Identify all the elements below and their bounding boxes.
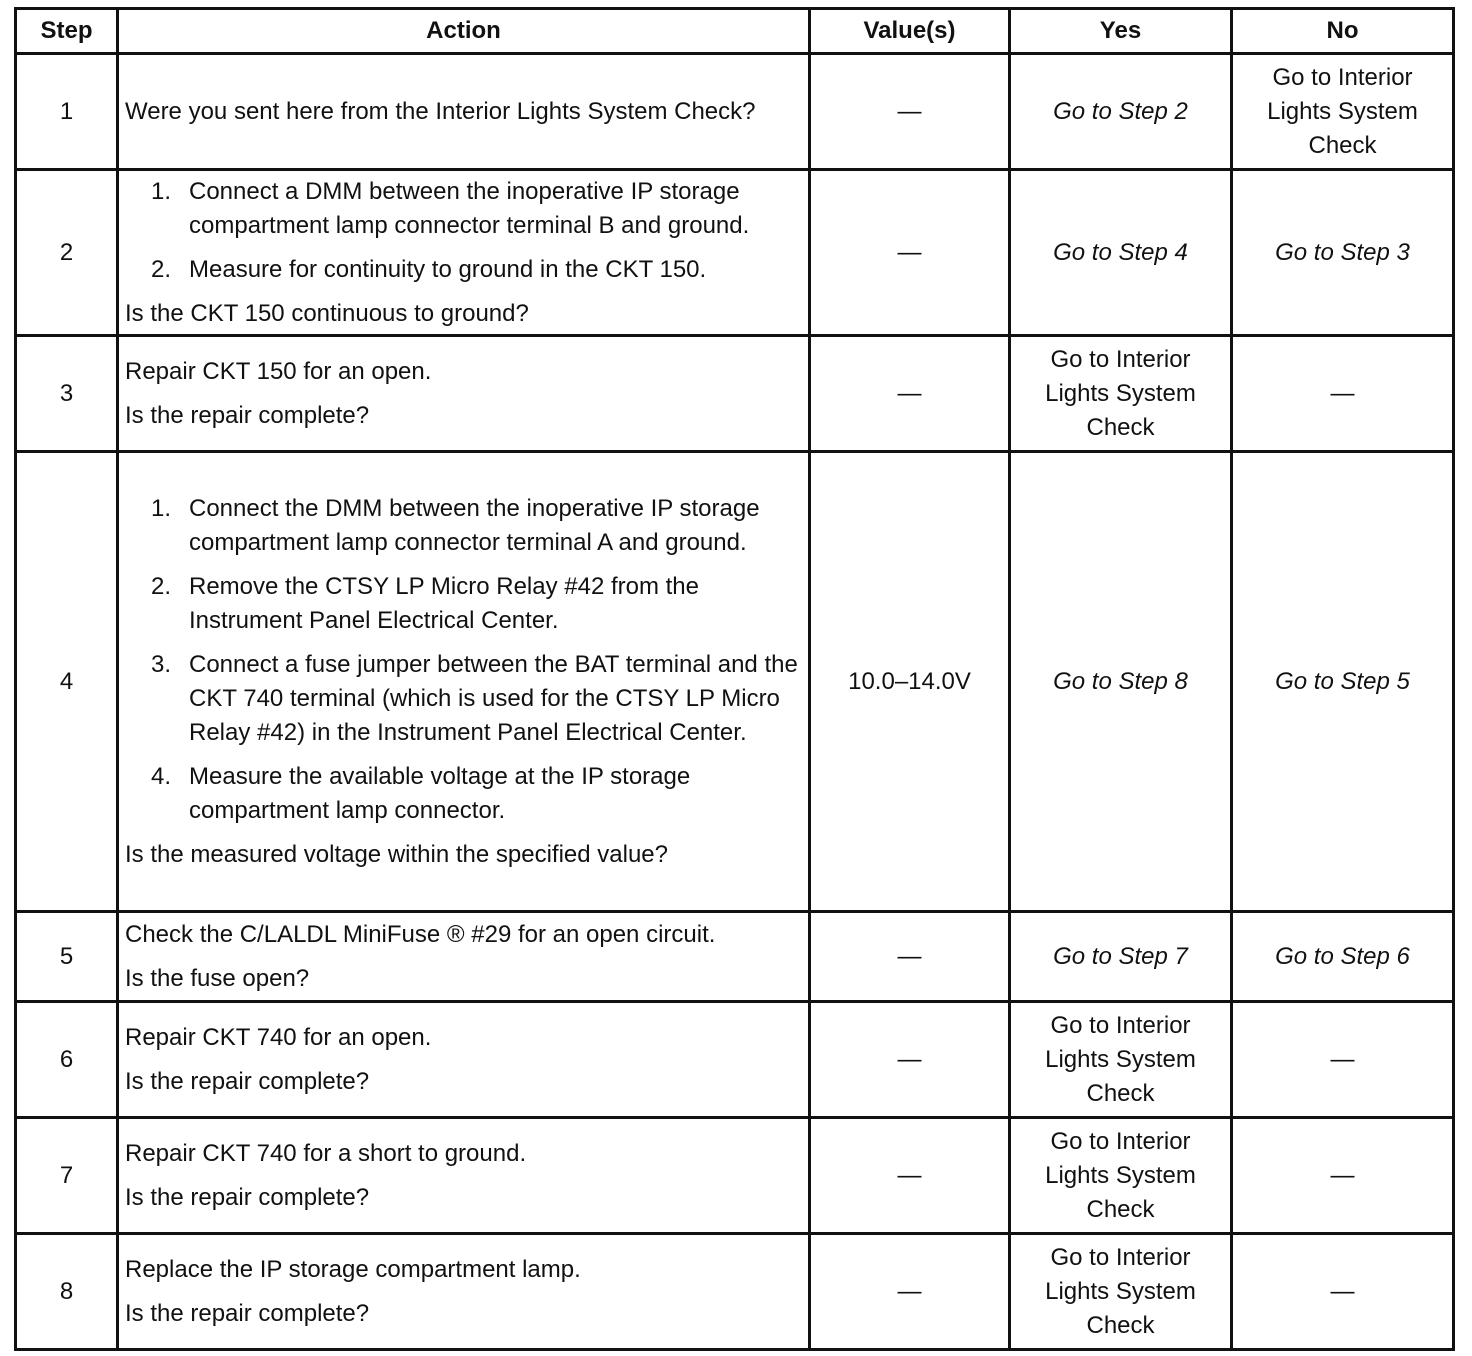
step-number: 8	[16, 1234, 118, 1350]
step-number: 3	[16, 336, 118, 452]
question-text: Is the repair complete?	[125, 1067, 370, 1095]
instruction-text: Connect a DMM between the inoperative IP storage compartment lamp connector terminal B and ground.	[189, 177, 750, 239]
action-text: Were you sent here from the Interior Lights System Check?	[125, 97, 756, 125]
instruction-item	[151, 648, 802, 750]
yes-result: Go to Step 2	[1010, 54, 1232, 170]
value-cell: —	[810, 336, 1010, 452]
action-text: Repair CKT 740 for an open.	[125, 1023, 432, 1051]
instruction-number: 2.	[151, 572, 172, 600]
action-text: Check the C/LALDL MiniFuse ® #29 for an open circuit.	[125, 920, 716, 948]
instruction-number: 2.	[151, 255, 172, 283]
table-row	[16, 170, 1454, 336]
action-cell	[118, 170, 810, 336]
header-values: Value(s)	[810, 9, 1010, 54]
step-number: 7	[16, 1118, 118, 1234]
no-result: Go to Interior Lights System Check	[1232, 54, 1454, 170]
value-cell: —	[810, 912, 1010, 1002]
table-row	[16, 1002, 1454, 1118]
yes-result: Go to Interior Lights System Check	[1010, 336, 1232, 452]
action-cell	[118, 1118, 810, 1234]
instruction-number: 3.	[151, 650, 172, 678]
no-result: —	[1232, 1118, 1454, 1234]
action-text: Replace the IP storage compartment lamp.	[125, 1255, 581, 1283]
step-number: 6	[16, 1002, 118, 1118]
value-cell: —	[810, 1002, 1010, 1118]
table-row	[16, 54, 1454, 170]
instruction-text: Measure for continuity to ground in the CKT 150.	[189, 255, 707, 283]
instruction-text: Connect a fuse jumper between the BAT terminal and the CKT 740 terminal (which is used for the CTSY LP Micro Relay #42) in the Instrument Panel Electrical Center.	[189, 650, 798, 746]
instruction-text: Measure the available voltage at the IP storage compartment lamp connector.	[189, 762, 691, 824]
yes-result: Go to Interior Lights System Check	[1010, 1118, 1232, 1234]
instruction-list	[125, 492, 802, 828]
question-text: Is the fuse open?	[125, 964, 310, 992]
action-cell	[118, 1002, 810, 1118]
action-text: Repair CKT 740 for a short to ground.	[125, 1139, 527, 1167]
instruction-item	[151, 570, 802, 638]
value-cell: 10.0–14.0V	[810, 452, 1010, 912]
no-result: —	[1232, 336, 1454, 452]
step-number: 5	[16, 912, 118, 1002]
header-row	[16, 9, 1454, 54]
instruction-item	[151, 760, 802, 828]
yes-result: Go to Step 4	[1010, 170, 1232, 336]
step-number: 2	[16, 170, 118, 336]
question-text: Is the repair complete?	[125, 1299, 370, 1327]
value-cell: —	[810, 1234, 1010, 1350]
header-action: Action	[118, 9, 810, 54]
instruction-number: 1.	[151, 494, 172, 522]
no-result: Go to Step 6	[1232, 912, 1454, 1002]
header-no: No	[1232, 9, 1454, 54]
table-row	[16, 1118, 1454, 1234]
table-row	[16, 336, 1454, 452]
instruction-list	[125, 175, 802, 287]
no-result: Go to Step 3	[1232, 170, 1454, 336]
question-text: Is the measured voltage within the specified value?	[125, 840, 668, 868]
action-cell	[118, 1234, 810, 1350]
yes-result: Go to Interior Lights System Check	[1010, 1002, 1232, 1118]
table-row	[16, 912, 1454, 1002]
header-yes: Yes	[1010, 9, 1232, 54]
table-row	[16, 452, 1454, 912]
value-cell: —	[810, 1118, 1010, 1234]
instruction-text: Connect the DMM between the inoperative IP storage compartment lamp connector terminal A and ground.	[189, 494, 760, 556]
action-cell	[118, 54, 810, 170]
action-cell	[118, 336, 810, 452]
action-cell	[118, 912, 810, 1002]
action-text: Repair CKT 150 for an open.	[125, 357, 432, 385]
diagnostic-table	[14, 7, 1455, 1351]
no-result: —	[1232, 1234, 1454, 1350]
instruction-number: 4.	[151, 762, 172, 790]
question-text: Is the repair complete?	[125, 401, 370, 429]
no-result: —	[1232, 1002, 1454, 1118]
header-step: Step	[16, 9, 118, 54]
instruction-number: 1.	[151, 177, 172, 205]
question-text: Is the CKT 150 continuous to ground?	[125, 299, 529, 327]
yes-result: Go to Step 7	[1010, 912, 1232, 1002]
yes-result: Go to Interior Lights System Check	[1010, 1234, 1232, 1350]
instruction-item	[151, 253, 802, 287]
instruction-item	[151, 492, 802, 560]
value-cell: —	[810, 170, 1010, 336]
question-text: Is the repair complete?	[125, 1183, 370, 1211]
step-number: 4	[16, 452, 118, 912]
table-row	[16, 1234, 1454, 1350]
step-number: 1	[16, 54, 118, 170]
value-cell: —	[810, 54, 1010, 170]
action-cell	[118, 452, 810, 912]
yes-result: Go to Step 8	[1010, 452, 1232, 912]
instruction-text: Remove the CTSY LP Micro Relay #42 from the Instrument Panel Electrical Center.	[189, 572, 699, 634]
no-result: Go to Step 5	[1232, 452, 1454, 912]
instruction-item	[151, 175, 802, 243]
